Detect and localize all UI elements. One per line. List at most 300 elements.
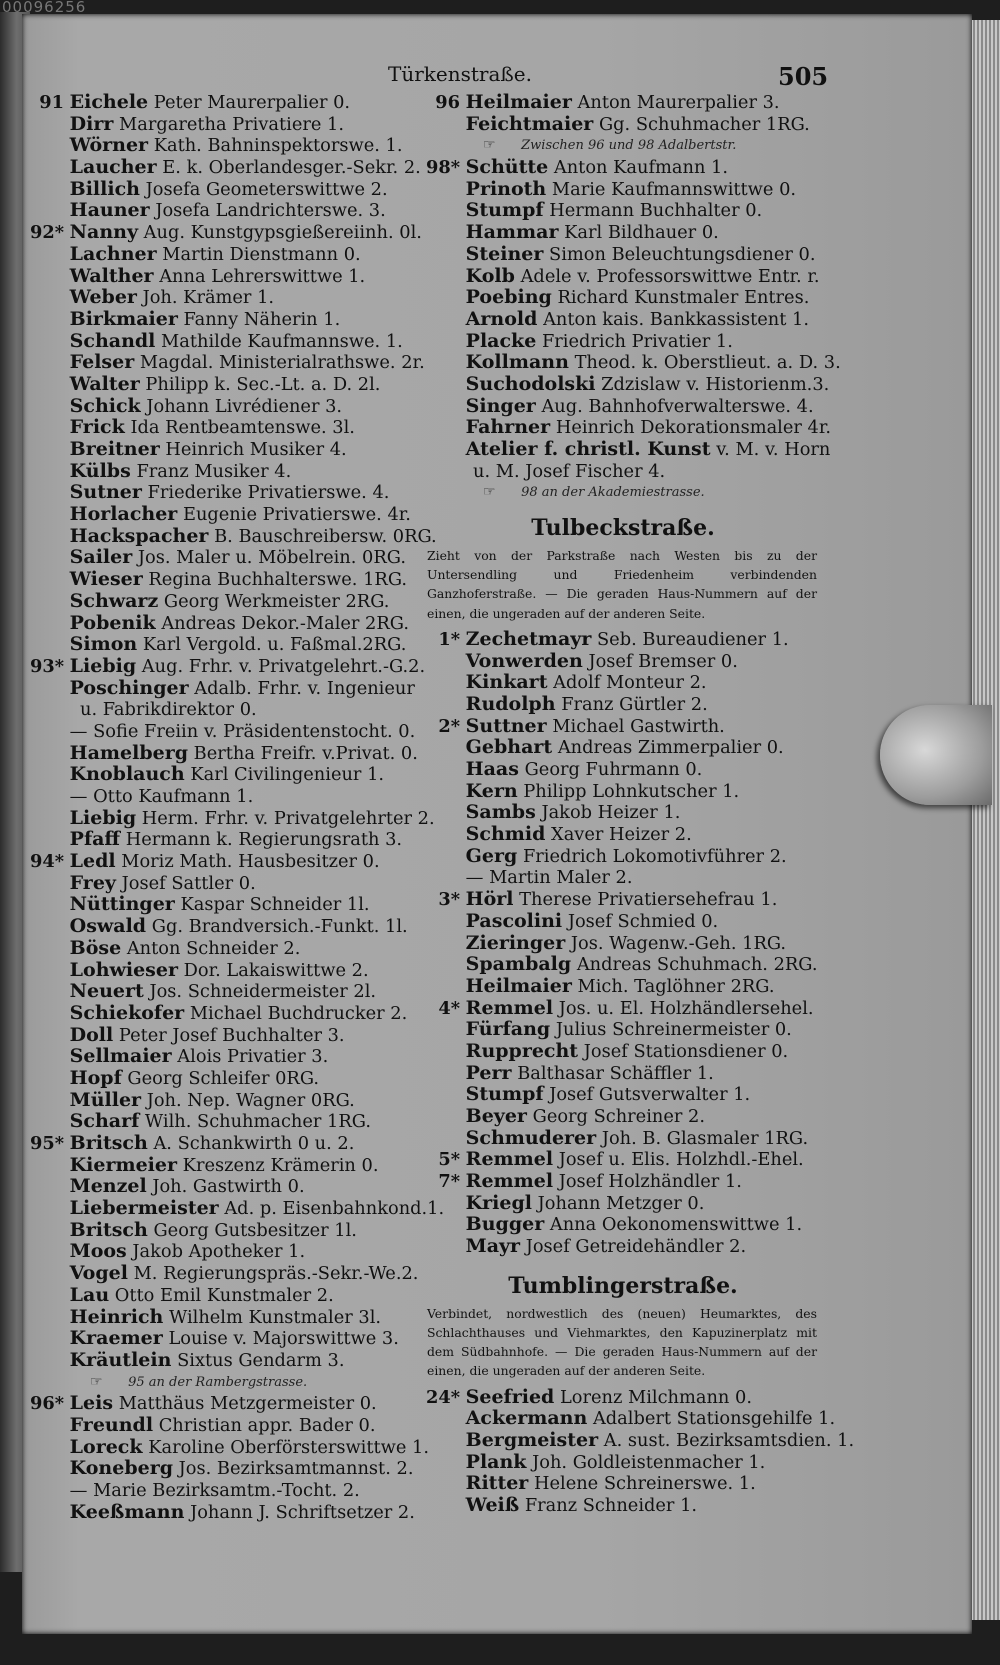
- resident-name: Pfaff: [69, 828, 121, 851]
- resident-details: Heinrich Musiker 4.: [165, 439, 347, 460]
- resident-entry: [423, 933, 823, 955]
- resident-name: Rudolph: [465, 692, 556, 715]
- page-tab: [880, 705, 992, 805]
- resident-details: Gg. Schuhmacher 1RG.: [598, 113, 810, 135]
- resident-name: Moos: [69, 1240, 127, 1263]
- resident-entry: [423, 1084, 823, 1106]
- resident-name: Scharf: [69, 1110, 140, 1133]
- resident-details: Bertha Freifr. v.Privat. 0.: [193, 742, 418, 764]
- resident-name: Schiekofer: [69, 1001, 185, 1024]
- resident-details: Wilh. Schuhmacher 1RG.: [144, 1111, 371, 1133]
- resident-name: Britsch: [69, 1132, 148, 1154]
- resident-name: Keeßmann: [69, 1500, 185, 1523]
- resident-details: Josefa Landrichterswe. 3.: [155, 200, 386, 222]
- resident-name: Remmel: [465, 1148, 554, 1171]
- house-number: 2*: [438, 715, 460, 737]
- resident-entry: [423, 351, 841, 374]
- house-number: 24*: [425, 1386, 460, 1408]
- resident-entry: [30, 960, 420, 982]
- resident-name: Loreck: [69, 1435, 143, 1458]
- resident-entry: [30, 1197, 445, 1220]
- resident-details: Peter Maurerpalier 0.: [153, 92, 351, 113]
- resident-entry: [30, 1350, 420, 1372]
- resident-details: Martin Dienstmann 0.: [162, 243, 361, 265]
- resident-entry: [423, 737, 823, 759]
- resident-entry: [423, 1473, 823, 1495]
- house-number: 96: [435, 92, 460, 113]
- resident-name: Simon: [69, 633, 138, 656]
- resident-details: Marie Kaufmannswittwe 0.: [551, 178, 797, 200]
- resident-name: Bergmeister: [465, 1429, 599, 1451]
- resident-entry: [30, 1046, 420, 1068]
- resident-entry: [423, 179, 823, 201]
- resident-entry: [30, 547, 420, 569]
- resident-entry: [30, 461, 420, 483]
- resident-entry: [423, 266, 823, 288]
- resident-name: Singer: [465, 394, 536, 417]
- note-text: Zwischen 96 und 98 Adalbertstr.: [517, 138, 737, 154]
- resident-entry: [30, 1090, 420, 1112]
- resident-details: Wilhelm Kunstmaler 3l.: [169, 1306, 382, 1328]
- resident-entry: [423, 976, 823, 998]
- resident-details: Kath. Bahninspektorswe. 1.: [153, 135, 403, 157]
- resident-entry: [30, 786, 420, 808]
- resident-entry: [423, 781, 823, 803]
- resident-entry: [30, 569, 420, 591]
- resident-name: Oswald: [69, 915, 147, 938]
- resident-name: Schmuderer: [465, 1126, 597, 1149]
- resident-details: Karl Bildhauer 0.: [564, 222, 719, 244]
- resident-name: Leis: [69, 1392, 114, 1415]
- resident-name: Walther: [69, 264, 154, 287]
- resident-name: Zieringer: [465, 931, 566, 954]
- resident-entry: [30, 1263, 420, 1285]
- resident-details: — Martin Maler 2.: [465, 867, 633, 889]
- resident-details: Zdzislaw v. Historienm.3.: [601, 373, 830, 395]
- resident-name: Ritter: [465, 1472, 529, 1495]
- resident-details: v. M. v. Horn: [716, 439, 831, 460]
- resident-entry: [30, 92, 420, 114]
- resident-details: Fanny Näherin 1.: [183, 308, 341, 330]
- resident-name: Koneberg: [69, 1457, 173, 1480]
- resident-entry: [423, 222, 823, 244]
- house-number: 94*: [30, 851, 65, 873]
- resident-name: Remmel: [465, 996, 554, 1019]
- resident-name: Suchodolski: [465, 372, 596, 395]
- resident-entry: [423, 889, 823, 911]
- resident-details: — Sofie Freiin v. Präsidentenstocht. 0.: [69, 720, 416, 742]
- resident-name: Menzel: [69, 1175, 147, 1198]
- resident-entry: [30, 1176, 420, 1198]
- resident-details: Helene Schreinerswe. 1.: [533, 1473, 756, 1495]
- resident-name: Sellmaier: [69, 1045, 172, 1068]
- resident-name: Walter: [69, 372, 140, 395]
- resident-details: Matthäus Metzgermeister 0.: [118, 1393, 377, 1415]
- resident-details: Otto Emil Kunstmaler 2.: [114, 1284, 334, 1306]
- resident-details: Georg Werkmeister 2RG.: [163, 590, 390, 612]
- resident-details: Franz Musiker 4.: [136, 460, 292, 482]
- resident-details: Georg Schreiner 2.: [532, 1106, 705, 1127]
- resident-details: Ida Rentbeamtenswe. 3l.: [130, 417, 355, 439]
- resident-entry: [30, 244, 420, 266]
- resident-name: Liebermeister: [69, 1197, 219, 1220]
- resident-name: Steiner: [465, 242, 544, 265]
- resident-name: Knoblauch: [69, 763, 185, 786]
- resident-details: Karoline Oberförsterswittwe 1.: [148, 1436, 430, 1458]
- street-title-tumblinger: Tumblingerstraße.: [508, 1272, 738, 1299]
- house-number: 91: [39, 92, 64, 113]
- resident-name: Poschinger: [69, 676, 189, 699]
- resident-entry: [30, 482, 420, 504]
- resident-entry: [423, 157, 823, 179]
- resident-name: Beyer: [465, 1105, 527, 1127]
- resident-details: Jakob Apotheker 1.: [132, 1241, 306, 1263]
- resident-entry: [30, 851, 420, 873]
- resident-name: Schwarz: [69, 589, 159, 612]
- resident-details: Kreszenz Krämerin 0.: [182, 1154, 379, 1176]
- resident-name: Kriegl: [465, 1191, 532, 1214]
- resident-name: Stumpf: [465, 1083, 544, 1106]
- resident-entry: [30, 1458, 420, 1480]
- resident-details: Moriz Math. Hausbesitzer 0.: [121, 851, 380, 873]
- resident-name: Weiß: [465, 1494, 520, 1517]
- resident-entry: [423, 1236, 823, 1258]
- house-number: 93*: [30, 655, 65, 677]
- resident-entry: [30, 938, 420, 960]
- resident-entry: [423, 1041, 823, 1063]
- resident-entry: [423, 1019, 823, 1041]
- resident-name: Poebing: [465, 286, 552, 309]
- resident-details: Therese Privatiersehefrau 1.: [519, 889, 778, 911]
- resident-details: Karl Vergold. u. Faßmal.2RG.: [142, 634, 407, 656]
- resident-entry: [30, 1220, 420, 1242]
- resident-entry: [423, 372, 830, 396]
- resident-name: Heilmaier: [465, 974, 572, 997]
- resident-entry: [30, 916, 420, 938]
- resident-details: Mathilde Kaufmannswe. 1.: [161, 330, 403, 352]
- resident-details: Josef Gutsverwalter 1.: [549, 1084, 751, 1106]
- scan-id: 00096256: [2, 0, 87, 16]
- resident-name: Atelier f. christl. Kunst: [465, 438, 711, 460]
- resident-details: Georg Fuhrmann 0.: [524, 759, 703, 780]
- resident-entry: [30, 1328, 420, 1350]
- resident-name: Zechetmayr: [465, 627, 592, 650]
- street-note: [423, 482, 823, 504]
- resident-details: Sixtus Gendarm 3.: [177, 1349, 345, 1371]
- resident-name: Hauner: [69, 199, 150, 222]
- resident-entry: [423, 1193, 823, 1215]
- resident-name: Kinkart: [465, 671, 548, 694]
- resident-details: Aug. Kunstgypsgießereiinh. 0l.: [143, 222, 422, 244]
- resident-name: Ledl: [69, 850, 116, 873]
- resident-name: Feichtmaier: [465, 112, 594, 135]
- page-number: 505: [778, 62, 829, 91]
- resident-name: Schütte: [465, 156, 549, 179]
- resident-details: Aug. Frhr. v. Privatgelehrt.-G.2.: [141, 655, 426, 677]
- resident-entry: [30, 439, 420, 461]
- resident-name: Pobenik: [69, 611, 156, 634]
- pointing-hand-icon: ☞: [483, 137, 496, 154]
- resident-entry: [423, 1387, 823, 1409]
- resident-details: Adalbert Stationsgehilfe 1.: [592, 1408, 836, 1430]
- resident-name: Schmid: [465, 823, 546, 846]
- resident-name: Freundl: [69, 1413, 154, 1436]
- resident-entry: [30, 1155, 420, 1177]
- resident-details: Seb. Bureaudiener 1.: [596, 628, 789, 650]
- resident-name: Lohwieser: [69, 958, 178, 981]
- resident-details: Louise v. Majorswittwe 3.: [168, 1328, 399, 1350]
- resident-details: Richard Kunstmaler Entres.: [557, 287, 810, 309]
- resident-details: Magdal. Ministerialrathswe. 2r.: [139, 352, 425, 374]
- resident-entry: [423, 416, 832, 439]
- resident-name: Lau: [69, 1283, 110, 1306]
- resident-details: A. sust. Bezirksamtsdien. 1.: [603, 1430, 855, 1451]
- resident-details: Friedrich Privatier 1.: [541, 330, 733, 352]
- resident-name: Neuert: [69, 980, 144, 1003]
- resident-entry: [423, 1149, 823, 1171]
- resident-details: Aug. Bahnhofverwalterswe. 4.: [541, 395, 814, 417]
- resident-entry: [423, 1452, 823, 1474]
- street-note: [30, 1372, 420, 1394]
- resident-entry: [30, 721, 420, 743]
- resident-details: Alois Privatier 3.: [177, 1046, 329, 1068]
- resident-name: Billich: [69, 177, 140, 200]
- resident-entry: [30, 157, 420, 179]
- house-number: 1*: [438, 628, 460, 650]
- resident-details: Joh. Goldleistenmacher 1.: [532, 1451, 766, 1473]
- resident-name: Stumpf: [465, 199, 544, 222]
- resident-details: u. M. Josef Fischer 4.: [473, 460, 666, 482]
- resident-entry: [30, 894, 420, 916]
- resident-entry: [30, 287, 420, 309]
- resident-entry: [30, 374, 420, 396]
- resident-details: Dor. Lakaiswittwe 2.: [183, 959, 369, 981]
- resident-details: Theod. k. Oberstlieut. a. D. 3.: [574, 352, 841, 374]
- resident-name: Felser: [69, 351, 135, 374]
- resident-entry: [423, 461, 823, 483]
- resident-details: Friedrich Lokomotivführer 2.: [522, 845, 787, 867]
- house-number: 4*: [438, 997, 460, 1019]
- resident-entry: [30, 806, 435, 830]
- resident-details: Herm. Frhr. v. Privatgelehrter 2.: [141, 807, 435, 829]
- resident-entry: [30, 873, 420, 895]
- resident-entry: [423, 1214, 823, 1236]
- resident-entry: [423, 824, 823, 846]
- resident-entry: [30, 135, 420, 157]
- resident-details: Joh. Gastwirth 0.: [152, 1176, 305, 1198]
- resident-entry: [423, 396, 823, 418]
- resident-entry: [423, 114, 823, 136]
- resident-entry: [30, 829, 420, 851]
- resident-entry: [30, 200, 420, 222]
- resident-entry: [423, 287, 823, 309]
- resident-entry: [423, 629, 823, 651]
- resident-entry: [30, 743, 420, 765]
- resident-name: Liebig: [69, 806, 137, 829]
- resident-details: Jos. Wagenw.-Geh. 1RG.: [570, 932, 787, 954]
- resident-name: Müller: [69, 1088, 142, 1111]
- resident-name: Sambs: [465, 801, 536, 824]
- resident-name: Rupprecht: [465, 1039, 579, 1062]
- resident-name: Vogel: [69, 1262, 128, 1285]
- resident-entry: [30, 1241, 420, 1263]
- resident-details: Xaver Heizer 2.: [551, 824, 692, 846]
- resident-entry: [30, 351, 425, 374]
- house-number: 7*: [438, 1171, 460, 1193]
- resident-details: Julius Schreinermeister 0.: [555, 1019, 792, 1041]
- resident-name: Pascolini: [465, 909, 563, 932]
- resident-name: Külbs: [69, 459, 131, 482]
- resident-entry: [30, 1435, 430, 1459]
- pointing-hand-icon: ☞: [90, 1373, 103, 1390]
- resident-details: Jos. Maler u. Möbelrein. 0RG.: [137, 547, 406, 569]
- resident-entry: [30, 417, 420, 439]
- resident-name: Nanny: [69, 221, 139, 244]
- resident-details: Kaspar Schneider 1l.: [180, 894, 370, 916]
- resident-entry: [30, 1285, 420, 1307]
- resident-details: Andreas Zimmerpalier 0.: [557, 737, 784, 759]
- resident-entry: [423, 1063, 823, 1085]
- resident-details: Michael Buchdrucker 2.: [189, 1002, 408, 1024]
- resident-entry: [30, 396, 420, 418]
- resident-name: Eichele: [69, 91, 149, 113]
- resident-name: Remmel: [465, 1170, 554, 1193]
- resident-details: Anton Maurerpalier 3.: [577, 92, 780, 113]
- resident-details: Josef Getreidehändler 2.: [525, 1236, 747, 1258]
- resident-details: Jos. u. El. Holzhändlersehel.: [558, 997, 814, 1019]
- resident-entry: [423, 954, 823, 976]
- resident-details: Georg Gutsbesitzer 1l.: [153, 1219, 357, 1241]
- note-text: 95 an der Rambergstrasse.: [124, 1374, 308, 1390]
- resident-details: B. Bauschreibersw. 0RG.: [214, 525, 437, 547]
- resident-name: Wörner: [69, 134, 149, 157]
- resident-entry: [30, 524, 437, 548]
- resident-name: Ackermann: [465, 1407, 588, 1430]
- resident-entry: [30, 331, 420, 353]
- resident-name: Britsch: [69, 1218, 148, 1241]
- resident-details: Adolf Monteur 2.: [553, 672, 707, 694]
- resident-name: Kern: [465, 779, 518, 802]
- resident-details: Johann Livrédiener 3.: [146, 395, 343, 417]
- resident-name: Hörl: [465, 888, 514, 911]
- resident-name: Suttner: [465, 714, 547, 737]
- resident-name: Fürfang: [465, 1018, 551, 1041]
- running-head: Türkenstraße.: [388, 62, 532, 86]
- resident-entry: [423, 846, 823, 868]
- resident-name: Nüttinger: [69, 893, 175, 916]
- resident-name: Kiermeier: [69, 1153, 177, 1176]
- resident-entry: [30, 1480, 420, 1502]
- house-number: 95*: [30, 1133, 65, 1154]
- resident-entry: [423, 92, 823, 114]
- resident-entry: [30, 654, 426, 678]
- resident-details: Josefa Geometerswittwe 2.: [145, 178, 388, 200]
- resident-details: Hermann Buchhalter 0.: [549, 200, 763, 222]
- resident-entry: [30, 1415, 420, 1437]
- house-number: 3*: [438, 889, 460, 911]
- resident-details: Adele v. Professorswittwe Entr. r.: [520, 265, 820, 287]
- resident-entry: [30, 1025, 420, 1047]
- right-column: [423, 91, 855, 1517]
- resident-entry: [30, 266, 420, 288]
- resident-details: A. Schankwirth 0 u. 2.: [153, 1133, 355, 1154]
- resident-details: Jos. Schneidermeister 2l.: [149, 981, 377, 1003]
- resident-name: Perr: [465, 1061, 512, 1084]
- resident-details: Joh. Nep. Wagner 0RG.: [146, 1089, 355, 1111]
- resident-entry: [30, 1502, 420, 1524]
- resident-details: Andreas Dekor.-Maler 2RG.: [161, 612, 409, 634]
- resident-entry: [423, 802, 823, 824]
- resident-details: Andreas Schuhmach. 2RG.: [576, 954, 818, 976]
- resident-details: Johann J. Schriftsetzer 2.: [190, 1501, 415, 1523]
- resident-entry: [30, 114, 420, 136]
- resident-name: Böse: [69, 936, 122, 959]
- resident-name: Arnold: [465, 307, 538, 330]
- resident-entry: [423, 244, 823, 266]
- resident-details: Jakob Heizer 1.: [541, 802, 681, 824]
- resident-entry: [423, 1407, 836, 1430]
- resident-entry: [423, 716, 823, 738]
- resident-name: Hamelberg: [69, 741, 188, 764]
- resident-entry: [30, 699, 420, 721]
- resident-details: Anna Lehrerswittwe 1.: [159, 265, 366, 287]
- resident-entry: [30, 678, 420, 700]
- pointing-hand-icon: ☞: [483, 484, 496, 501]
- resident-name: Lachner: [69, 242, 157, 265]
- resident-details: Philipp k. Sec.-Lt. a. D. 2l.: [145, 373, 381, 395]
- resident-entry: [423, 309, 823, 331]
- resident-entry: [30, 591, 420, 613]
- resident-entry: [30, 613, 420, 635]
- resident-details: Josef Sattler 0.: [121, 872, 256, 894]
- resident-details: Josef Holzhändler 1.: [558, 1171, 742, 1193]
- resident-entry: [423, 1495, 823, 1517]
- resident-entry: [30, 981, 420, 1003]
- resident-details: Simon Beleuchtungsdiener 0.: [549, 243, 816, 265]
- resident-entry: [30, 309, 420, 331]
- resident-details: Peter Josef Buchhalter 3.: [118, 1024, 345, 1046]
- resident-name: Placke: [465, 329, 537, 352]
- resident-entry: [423, 998, 823, 1020]
- resident-name: Haas: [465, 758, 519, 780]
- resident-details: Karl Civilingenieur 1.: [190, 764, 385, 786]
- resident-details: M. Regierungspräs.-Sekr.-We.2.: [133, 1263, 419, 1285]
- resident-name: Sutner: [69, 481, 142, 504]
- resident-details: Christian appr. Bader 0.: [158, 1414, 376, 1436]
- resident-name: Frick: [69, 416, 125, 439]
- resident-details: — Marie Bezirksamtm.-Tocht. 2.: [69, 1480, 360, 1501]
- resident-details: Balthasar Schäffler 1.: [517, 1062, 714, 1084]
- resident-entry: [423, 1429, 855, 1452]
- resident-details: Heinrich Dekorationsmaler 4r.: [555, 417, 832, 439]
- resident-name: Doll: [69, 1023, 114, 1046]
- resident-name: Heinrich: [69, 1305, 164, 1328]
- resident-entry: [423, 867, 823, 889]
- resident-entry: [30, 1307, 420, 1329]
- resident-name: Kraemer: [69, 1327, 163, 1350]
- resident-entry: [423, 438, 831, 461]
- resident-details: Anton Kaufmann 1.: [553, 157, 729, 179]
- resident-name: Schick: [69, 394, 141, 417]
- resident-details: E. k. Oberlandesger.-Sekr. 2.: [162, 157, 421, 179]
- resident-details: Joh. B. Glasmaler 1RG.: [601, 1127, 809, 1149]
- resident-details: Anton Schneider 2.: [126, 937, 301, 959]
- resident-details: Franz Schneider 1.: [524, 1495, 698, 1517]
- street-title-tulbeck: Tulbeckstraße.: [531, 515, 715, 542]
- resident-details: Anna Oekonomenswittwe 1.: [549, 1214, 803, 1236]
- resident-details: Franz Gürtler 2.: [561, 693, 708, 715]
- resident-name: Dirr: [69, 112, 114, 135]
